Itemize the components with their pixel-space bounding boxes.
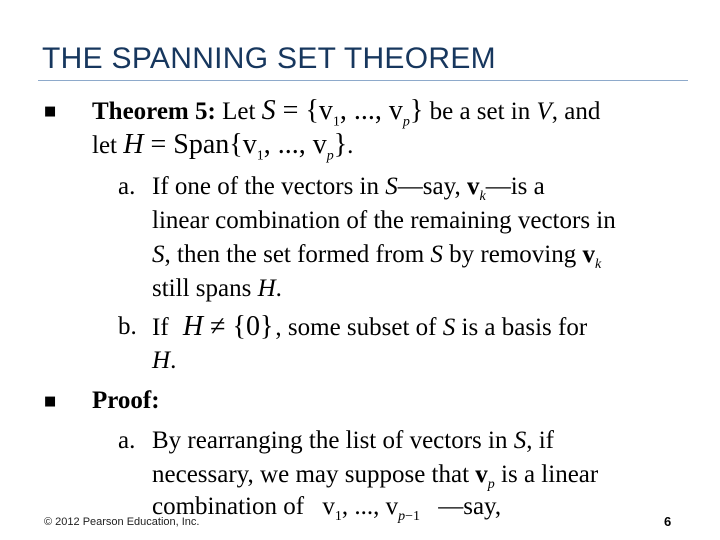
slide-title: THE SPANNING SET THEOREM <box>42 42 496 75</box>
bullet-marker: ■ <box>44 104 57 119</box>
part-a-line-2: linear combination of the remaining vectors in <box>152 207 616 234</box>
part-b-marker: b. <box>118 313 137 340</box>
part-a-line-3: S, then the set formed from S by removing $v_k$ <box>152 241 602 272</box>
proof-math: $v_1$, ..., $v_{p-1}$ <box>322 493 420 524</box>
part-b-rest: , some subset of S is a basis for <box>275 314 588 341</box>
title-divider <box>38 80 688 81</box>
page-number: 6 <box>664 514 672 529</box>
part-a-marker: a. <box>118 173 136 200</box>
proof-a-line-1: By rearranging the list of vectors in S, if <box>152 427 554 454</box>
proof-a-marker: a. <box>118 427 136 454</box>
proof-a-line-3: combination of $v_1$, ..., $v_{p-1}$ —say, <box>152 493 502 524</box>
proof-a-line-2: necessary, we may suppose that $v_p$ is a linear <box>152 461 599 492</box>
theorem-label: Theorem 5: <box>92 98 216 125</box>
theorem-rest: be a set in V, and <box>429 98 601 125</box>
part-b-line-2: H. <box>152 347 177 374</box>
part-a-line-1: If one of the vectors in S—say, $v_k—is$ a <box>152 173 545 204</box>
part-b-if: If <box>152 314 169 341</box>
span-h-math: $H = Span\{v_1$, ..., $v_p$} <box>123 129 348 164</box>
proof-label: Proof: <box>92 387 160 414</box>
copyright-footer: © 2012 Pearson Education, Inc. <box>44 516 200 528</box>
set-s-math: $S = \{v_1$, ..., $v_p$} <box>261 95 424 130</box>
part-b-line-1 <box>152 312 587 343</box>
theorem-let: Let <box>222 98 256 125</box>
theorem-line-2: let $H = Span\{v_1$, ..., $v_p$}. <box>92 129 354 164</box>
part-b-math: H ≠ {0} <box>182 311 274 342</box>
part-a-line-4: still spans H. <box>152 275 282 302</box>
bullet-marker: ■ <box>44 394 57 409</box>
theorem-let2: let <box>92 132 117 159</box>
